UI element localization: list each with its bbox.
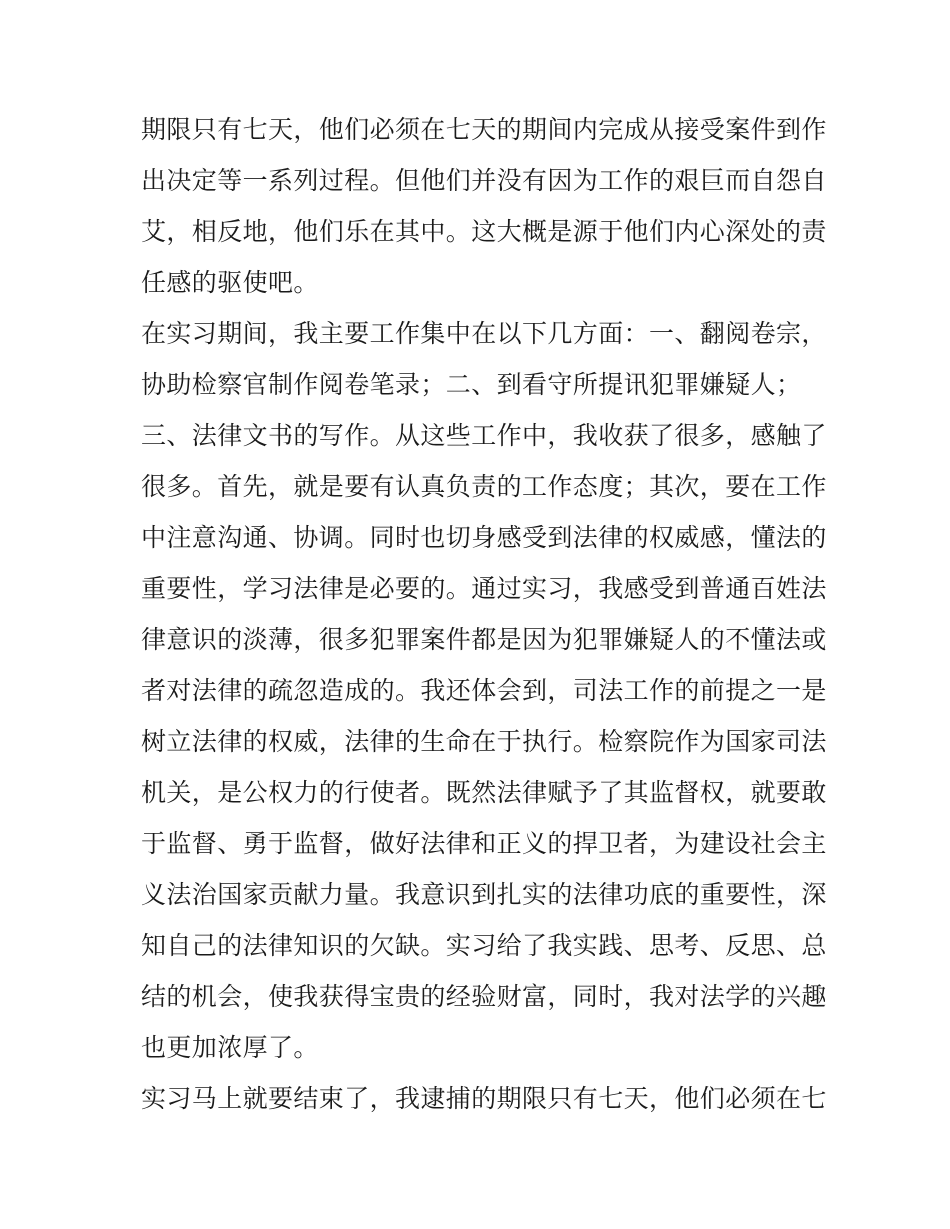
text-line: 任感的驱使吧。 — [141, 268, 319, 297]
text-line: 机关，是公权力的行使者。既然法律赋予了其监督权，就要敢 — [141, 778, 827, 807]
text-line: 中注意沟通、协调。同时也切身感受到法律的权威感，懂法的 — [141, 523, 827, 552]
text-line: 期限只有七天，他们必须在七天的期间内完成从接受案件到作 — [141, 115, 827, 144]
text-line: 也更加浓厚了。 — [141, 1033, 319, 1062]
text-line: 出决定等一系列过程。但他们并没有因为工作的艰巨而自怨自 — [141, 166, 827, 195]
text-line: 艾，相反地，他们乐在其中。这大概是源于他们内心深处的责 — [141, 217, 827, 246]
text-line: 三、法律文书的写作。从这些工作中，我收获了很多，感触了 — [141, 421, 827, 450]
text-line: 协助检察官制作阅卷笔录；二、到看守所提讯犯罪嫌疑人； — [141, 370, 802, 399]
text-line: 知自己的法律知识的欠缺。实习给了我实践、思考、反思、总 — [141, 931, 827, 960]
text-line: 义法治国家贡献力量。我意识到扎实的法律功底的重要性，深 — [141, 880, 827, 909]
text-line: 实习马上就要结束了，我逮捕的期限只有七天，他们必须在七 — [141, 1084, 827, 1113]
text-line: 在实习期间，我主要工作集中在以下几方面：一、翻阅卷宗， — [141, 319, 827, 348]
body-text — [141, 108, 827, 1128]
text-line: 树立法律的权威，法律的生命在于执行。检察院作为国家司法 — [141, 727, 827, 756]
text-line: 结的机会，使我获得宝贵的经验财富，同时，我对法学的兴趣 — [141, 982, 827, 1011]
text-line: 者对法律的疏忽造成的。我还体会到，司法工作的前提之一是 — [141, 676, 827, 705]
text-line: 律意识的淡薄，很多犯罪案件都是因为犯罪嫌疑人的不懂法或 — [141, 625, 827, 654]
text-line: 很多。首先，就是要有认真负责的工作态度；其次，要在工作 — [141, 472, 827, 501]
text-line: 重要性，学习法律是必要的。通过实习，我感受到普通百姓法 — [141, 574, 827, 603]
text-line: 于监督、勇于监督，做好法律和正义的捍卫者，为建设社会主 — [141, 829, 827, 858]
